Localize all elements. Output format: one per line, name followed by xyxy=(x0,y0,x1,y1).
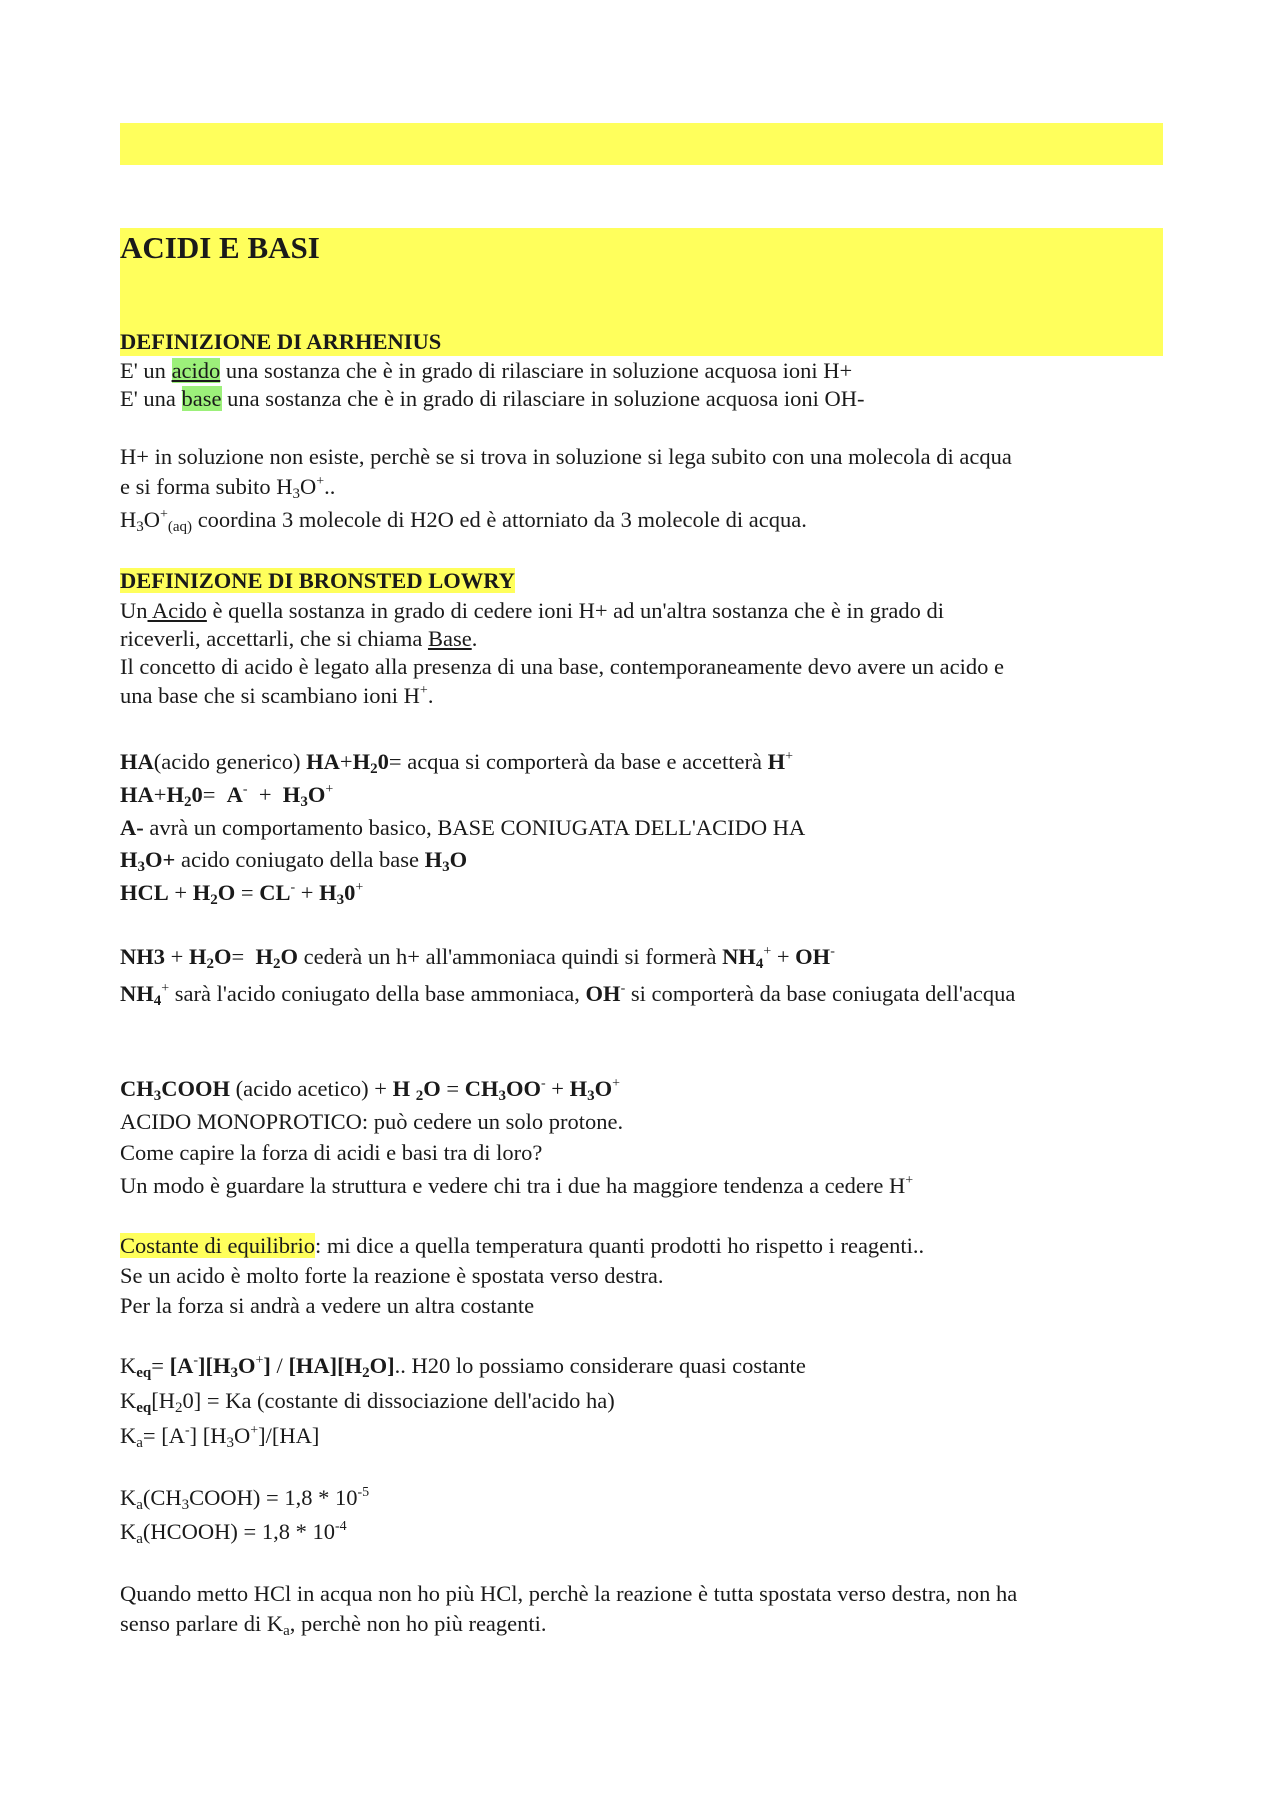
conjugate-acid-line: $H_3O+$ acido coniugato della base $H_3O$ xyxy=(120,847,468,875)
equation-ha-water: $HA+H_20= A^- + H_3O^+$ xyxy=(120,782,334,810)
keq-formula: $K_{eq}= [A^-][H_3O^+] / [HA][H_2O]$.. H20 lo possiamo considerare quasi costante xyxy=(120,1353,806,1381)
bronsted-heading: DEFINIZONE DI BRONSTED LOWRY xyxy=(120,568,515,593)
bronsted-line4: una base che si scambiano ioni H+. xyxy=(120,683,434,708)
ka-formula: $K_a= [A^-]$ $[H_3O^+]/[HA]$ xyxy=(120,1423,320,1451)
arrhenius-heading: DEFINIZIONE DI ARRHENIUS xyxy=(120,329,442,354)
h-plus-paragraph-line2: e si forma subito $H_3O^+$.. xyxy=(120,474,336,502)
h3o-coordination-line: $H_3O^+_{(aq)}$ coordina 3 molecole di H2O ed è attorniato da 3 molecole di acqua. xyxy=(120,507,807,535)
arrhenius-base-line: E' una base una sostanza che è in grado di rilasciare in soluzione acquosa ioni OH- xyxy=(120,386,865,411)
h-plus-paragraph-line1: H+ in soluzione non esiste, perchè se si trova in soluzione si lega subito con una molecola di acqua xyxy=(120,444,1012,469)
ka-formic-acid: $K_a(HCOOH) = 1,8 * 10^{-4}$ xyxy=(120,1519,347,1547)
equation-ha-generic: HA(acido generico) $HA+H_20=$ acqua si comporterà da base e accetterà H+ xyxy=(120,749,794,777)
acid-strength-question: Come capire la forza di acidi e basi tra di loro? xyxy=(120,1140,543,1165)
conjugate-base-line: A- avrà un comportamento basico, BASE CONIUGATA DELL'ACIDO HA xyxy=(120,815,806,840)
equilibrium-line3: Per la forza si andrà a vedere un altra costante xyxy=(120,1293,535,1318)
hcl-paragraph-line1: Quando metto HCl in acqua non ho più HCl, perchè la reazione è tutta spostata verso destra, non ha xyxy=(120,1581,1018,1606)
equation-acetic-acid: $CH_3COOH$ (acido acetico) + H $_2O = CH_3OO^- + H_3O^+$ xyxy=(120,1076,621,1104)
page-title: ACIDI E BASI xyxy=(120,230,320,265)
bronsted-line2: riceverli, accettarli, che si chiama Base. xyxy=(120,626,478,651)
highlight-band-top xyxy=(120,123,1163,165)
hcl-paragraph-line2: senso parlare di $K_a$, perchè non ho più reagenti. xyxy=(120,1611,547,1639)
bronsted-line1: Un Acido è quella sostanza in grado di cedere ioni H+ ad un'altra sostanza che è in grado di xyxy=(120,598,944,623)
keq-water-formula: $K_{eq}[H_20] = Ka$ (costante di dissociazione dell'acido ha) xyxy=(120,1388,615,1416)
equilibrium-line2: Se un acido è molto forte la reazione è spostata verso destra. xyxy=(120,1263,664,1288)
equation-nh3: $NH3 + H_2O= H_2O$ cederà un h+ all'ammoniaca quindi si formerà $NH_4^+ + OH^-$ xyxy=(120,944,835,972)
equilibrium-constant-line: Costante di equilibrio: mi dice a quella temperatura quanti prodotti ho rispetto i reagenti.. xyxy=(120,1233,925,1258)
nh4-conjugate-line: $NH_4^+$ sarà l'acido coniugato della base ammoniaca, OH- si comporterà da base coniugata dell'acqua xyxy=(120,981,1016,1009)
acid-term: acido xyxy=(171,358,221,383)
acid-strength-answer: Un modo è guardare la struttura e vedere chi tra i due ha maggiore tendenza a cedere H+ xyxy=(120,1173,914,1198)
equation-hcl: HCL + $H_2O = CL^- + H_30^+$ xyxy=(120,880,364,908)
arrhenius-acid-line: E' un acido una sostanza che è in grado di rilasciare in soluzione acquosa ioni H+ xyxy=(120,358,853,383)
base-term: base xyxy=(181,386,222,411)
ka-acetic-acid: $K_a(CH_3COOH) = 1,8 * 10^{-5}$ xyxy=(120,1485,370,1513)
equilibrium-constant-term: Costante di equilibrio xyxy=(120,1233,315,1258)
bronsted-line3: Il concetto di acido è legato alla presenza di una base, contemporaneamente devo avere un acido e xyxy=(120,654,1004,679)
monoprotic-line: ACIDO MONOPROTICO: può cedere un solo protone. xyxy=(120,1109,624,1134)
